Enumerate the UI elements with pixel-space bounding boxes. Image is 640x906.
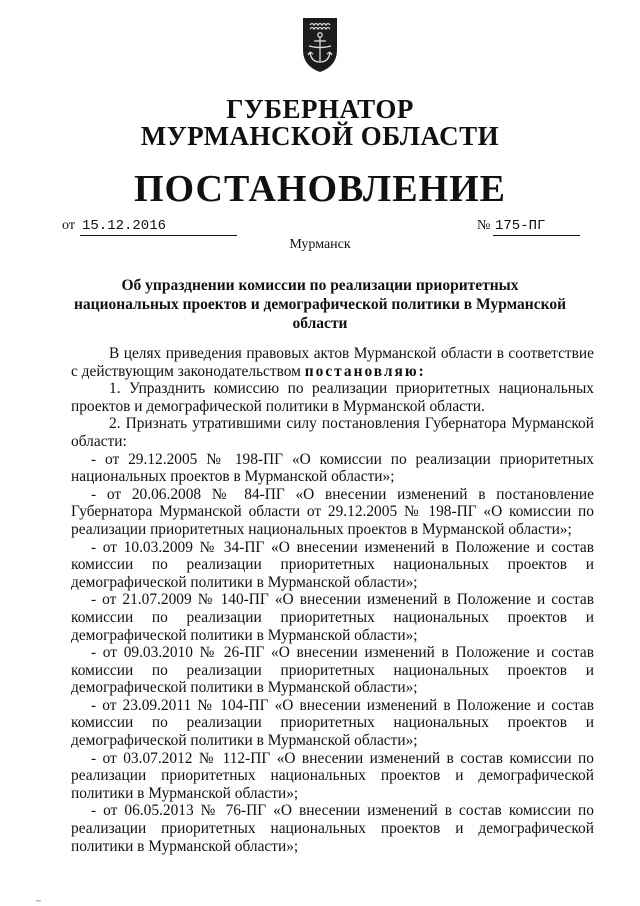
list-item: - от 09.03.2010 № 26-ПГ «О внесении изменений в Положение и состав комиссии по реализации приоритетных национальных проектов и демографической политики в Мурманской области»;	[71, 644, 594, 697]
scan-mark: ~	[36, 896, 41, 906]
number-value: 175-ПГ	[495, 218, 546, 234]
city-name: Мурманск	[289, 237, 351, 252]
murmansk-coat-of-arms-icon	[296, 16, 344, 74]
number-field	[493, 218, 580, 236]
list-item: - от 06.05.2013 № 76-ПГ «О внесении изменений в состав комиссии по реализации приоритетных национальных проектов и демографической политики в Мурманской области»;	[71, 802, 594, 855]
date-number-row	[62, 218, 580, 238]
intro-keyword: постановляю:	[304, 362, 426, 380]
list-item: - от 21.07.2009 № 140-ПГ «О внесении изменений в Положение и состав комиссии по реализации приоритетных национальных проектов и демографической политики в Мурманской области»;	[71, 591, 594, 644]
number-prefix: №	[477, 218, 491, 233]
authority-name-line1: ГУБЕРНАТОР	[226, 94, 414, 124]
date-prefix: от	[62, 218, 75, 233]
document-title: Об упразднении комиссии по реализации приоритетных национальных проектов и демографической политики в Мурманской области	[73, 277, 567, 332]
intro-text: В целях приведения правовых актов Мурманской области в соответствие с действующим законодательством	[71, 345, 594, 380]
intro-paragraph	[71, 345, 594, 380]
date-value: 15.12.2016	[82, 218, 167, 234]
document-type-heading: ПОСТАНОВЛЕНИЕ	[133, 168, 507, 210]
list-item: - от 20.06.2008 № 84-ПГ «О внесении изменений в постановление Губернатора Мурманской области от 29.12.2005 № 198-ПГ «О комиссии по реализации приоритетных национальных проектов в Мурманской области»;	[71, 485, 594, 538]
list-item: - от 10.03.2009 № 34-ПГ «О внесении изменений в Положение и состав комиссии по реализации приоритетных национальных проектов и демографической политики в Мурманской области»;	[71, 538, 594, 591]
item-1-paragraph: 1. Упразднить комиссию по реализации приоритетных национальных проектов и демографической политики в Мурманской области.	[71, 380, 594, 415]
authority-name-line2: МУРМАНСКОЙ ОБЛАСТИ	[140, 121, 500, 151]
document-body	[71, 345, 594, 855]
item-2-paragraph: 2. Признать утратившими силу постановления Губернатора Мурманской области:	[71, 415, 594, 450]
list-item: - от 29.12.2005 № 198-ПГ «О комиссии по реализации приоритетных национальных проектов в Мурманской области»;	[71, 450, 594, 486]
list-item: - от 23.09.2011 № 104-ПГ «О внесении изменений в Положение и состав комиссии по реализации приоритетных национальных проектов и демографической политики в Мурманской области»;	[71, 696, 594, 750]
list-item: - от 03.07.2012 № 112-ПГ «О внесении изменений в состав комиссии по реализации приоритетных национальных проектов и демографической политики в Мурманской области»;	[71, 749, 594, 802]
date-field	[80, 218, 237, 236]
